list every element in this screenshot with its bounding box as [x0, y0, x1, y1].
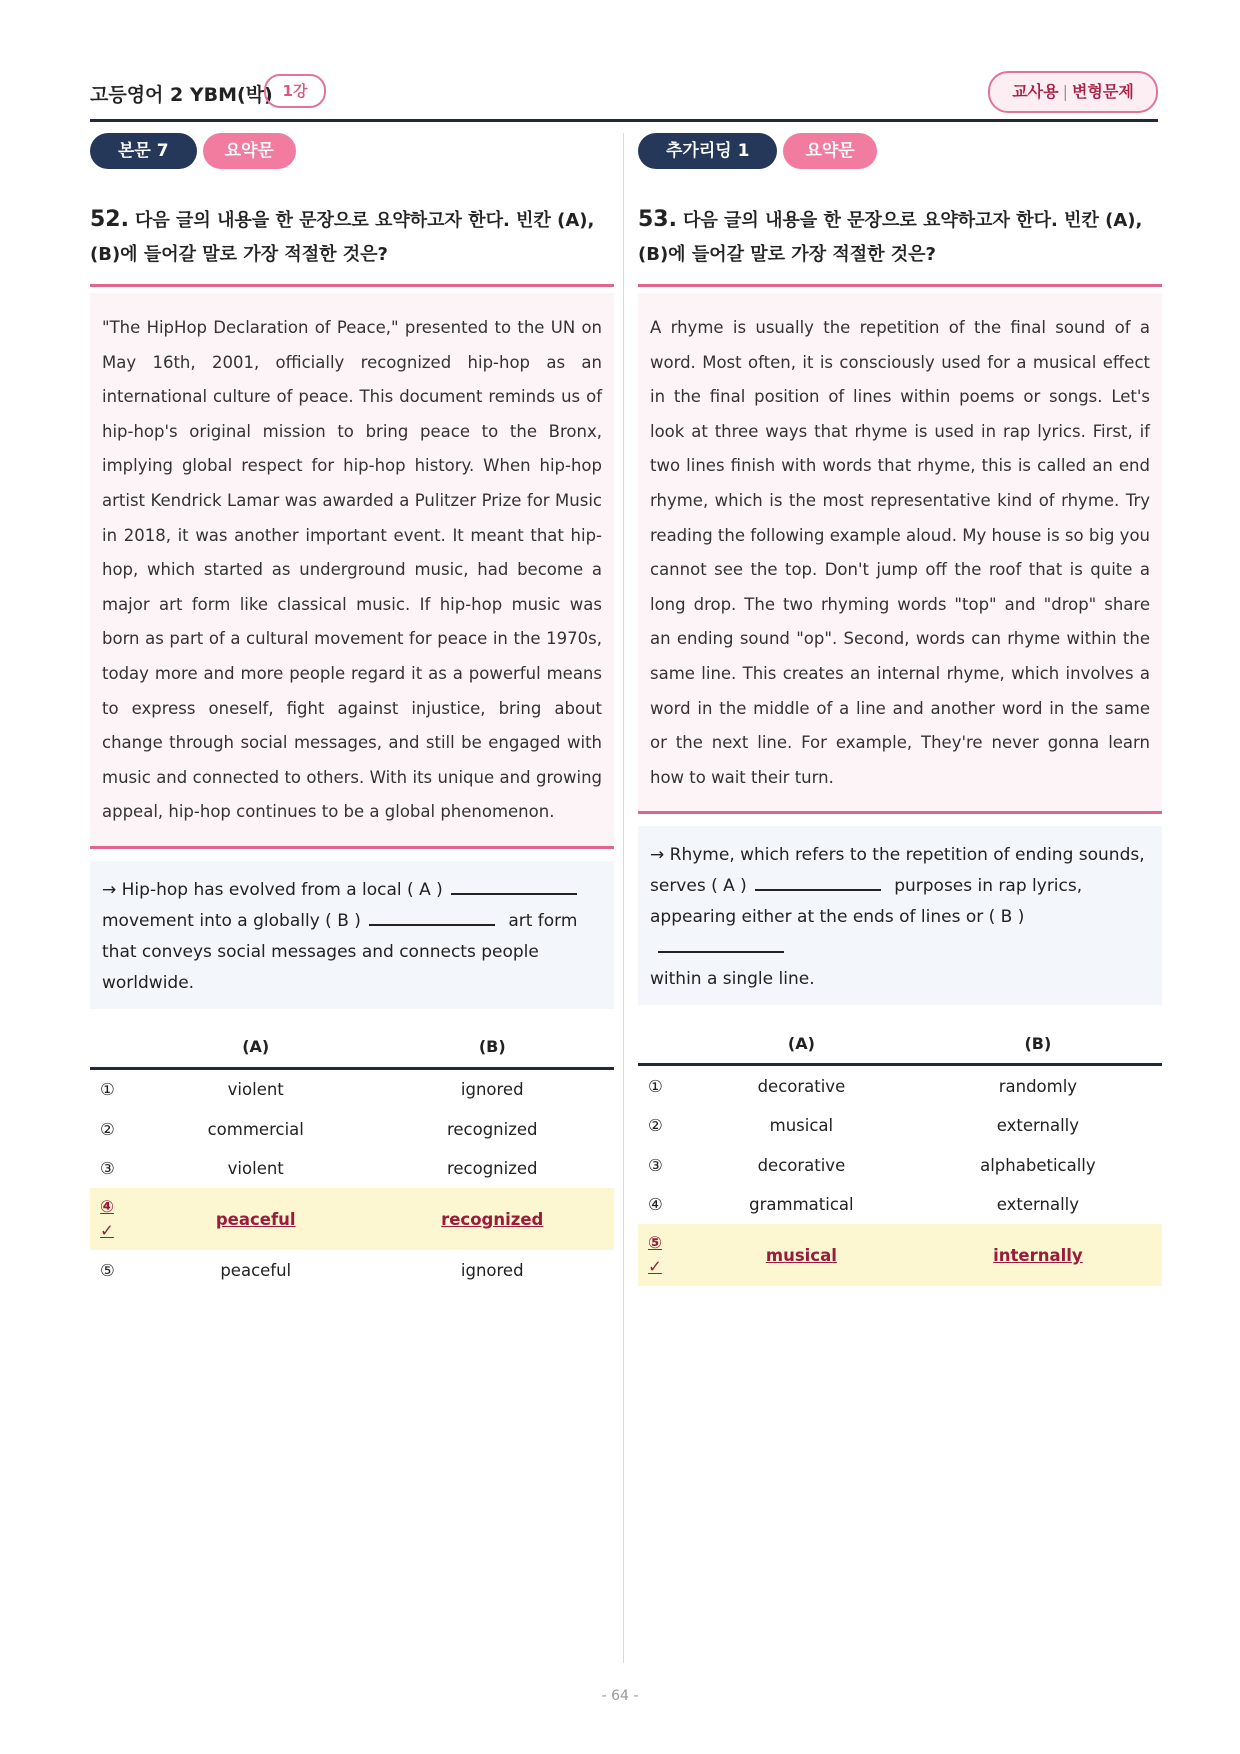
right-summary-part4: appearing either at the ends of lines or ( B ) [650, 907, 1025, 928]
right-choice-1[interactable] [638, 1065, 1162, 1106]
choice-number [638, 1224, 689, 1286]
left-choice-5[interactable] [90, 1250, 614, 1290]
left-choices-header [90, 1027, 614, 1069]
choice-number: ① [100, 1080, 115, 1100]
choice-a: commercial [207, 1119, 304, 1139]
left-col-num [90, 1027, 141, 1069]
choice-b: externally [996, 1116, 1080, 1136]
header-rule [90, 119, 1158, 122]
choice-a: violent [227, 1080, 284, 1100]
choice-number-text: ⑤ [648, 1233, 662, 1253]
left-passage: "The HipHop Declaration of Peace," presented to the UN on May 16th, 2001, officially recognized hip-hop as an international culture of peace. This document reminds us of hip-hop's original mission to bring peace to the Bronx, implying global respect for hip-hop history. When hip-hop artist Kendrick Lamar was awarded a Pulitzer Prize for Music in 2018, it was another important event. It meant that hip-hop, which started as underground music, had become a major art form like classical music. If hip-hop music was born as part of a cultural movement for peace in the 1970s, today more and more people regard it as a powerful means to express oneself, fight against injustice, bring about change through social messages, and still be engaged with music and connected to others. With its unique and growing appeal, hip-hop continues to be a global phenomenon. [90, 293, 614, 849]
left-section-tag: 본문 7 [90, 133, 197, 169]
right-question [638, 203, 1162, 272]
left-summary-part1: → Hip-hop has evolved from a local ( A ) [102, 879, 443, 900]
right-blank-b [658, 937, 784, 953]
left-col-a: (A) [141, 1027, 370, 1069]
choice-number: ③ [648, 1155, 663, 1175]
right-summary [638, 826, 1162, 1005]
choice-number: ⑤ [100, 1260, 115, 1280]
right-col-num [638, 1023, 689, 1065]
choice-b: recognized [446, 1159, 538, 1179]
choice-a: decorative [757, 1155, 846, 1175]
right-choice-2[interactable] [638, 1106, 1162, 1146]
right-section-tag: 추가리딩 1 [638, 133, 777, 169]
choice-number: ④ [648, 1195, 663, 1215]
choice-number: ③ [100, 1159, 115, 1179]
left-summary-part2: movement into a globally ( B ) [102, 910, 361, 931]
type-label: 변형문제 [1071, 82, 1134, 101]
right-blank-a [755, 875, 881, 891]
choice-b: ignored [460, 1080, 524, 1100]
right-column [638, 133, 1162, 1286]
choice-a: peaceful [220, 1260, 292, 1280]
left-choice-3[interactable] [90, 1149, 614, 1189]
left-question-number: 52. [90, 207, 129, 232]
right-summary-part2: serves ( A ) [650, 876, 747, 897]
choice-number: ② [100, 1119, 115, 1139]
right-passage: A rhyme is usually the repetition of the final sound of a word. Most often, it is consciously used for a musical effect in the final position of lines within poems or songs. Let's look at three ways that rhyme is used in rap lyrics. First, if two lines finish with words that rhyme, this is called an end rhyme, which is the most representative kind of rhyme. Try reading the following example aloud. My house is so big you cannot see the top. Don't jump off the roof that is quite a long drop. The two rhyming words "top" and "drop" share an ending sound "op". Second, words can rhyme within the same line. This creates an internal rhyme, which involves a word in the middle of a line and another word in the same or the next line. For example, They're never gonna learn how to wait their turn. [638, 293, 1162, 814]
choice-a: peaceful [141, 1188, 370, 1250]
page-header [90, 74, 1158, 120]
left-question-text: 다음 글의 내용을 한 문장으로 요약하고자 한다. 빈칸 (A), (B)에 들어갈 말로 가장 적절한 것은? [90, 210, 595, 265]
left-choice-1[interactable] [90, 1068, 614, 1109]
teacher-badge [988, 71, 1158, 113]
badge-separator: | [1062, 82, 1068, 101]
lesson-badge: 1강 [264, 74, 326, 108]
left-blank-b [369, 910, 495, 926]
right-passage-top-rule [638, 284, 1162, 287]
check-icon: ✓ [648, 1257, 662, 1277]
left-summary-part3: art form [508, 910, 578, 931]
choice-b: alphabetically [980, 1155, 1096, 1175]
choice-b: internally [914, 1224, 1162, 1286]
choice-b: randomly [998, 1076, 1078, 1096]
left-choice-4-answer[interactable] [90, 1188, 614, 1250]
right-summary-part1: → Rhyme, which refers to the repetition of ending sounds, [650, 845, 1145, 866]
left-choices-table [90, 1027, 614, 1290]
choice-b: recognized [370, 1188, 614, 1250]
choice-a: musical [769, 1116, 834, 1136]
book-title: 고등영어 2 YBM(박) [90, 84, 273, 106]
right-choices-table [638, 1023, 1162, 1286]
choice-a: decorative [757, 1076, 846, 1096]
left-choice-2[interactable] [90, 1109, 614, 1149]
choice-b: externally [996, 1195, 1080, 1215]
right-question-number: 53. [638, 207, 677, 232]
right-col-a: (A) [689, 1023, 914, 1065]
left-summary [90, 861, 614, 1009]
left-passage-top-rule [90, 284, 614, 287]
choice-a: musical [689, 1224, 914, 1286]
check-icon: ✓ [100, 1221, 114, 1241]
right-choice-5-answer[interactable] [638, 1224, 1162, 1286]
right-choice-3[interactable] [638, 1145, 1162, 1185]
choice-a: violent [227, 1159, 284, 1179]
left-question [90, 203, 614, 272]
right-type-tag: 요약문 [783, 133, 876, 169]
page-number: - 64 - [601, 1688, 639, 1704]
choice-b: ignored [460, 1260, 524, 1280]
choice-number: ① [648, 1076, 663, 1096]
right-summary-part3: purposes in rap lyrics, [894, 876, 1083, 897]
left-summary-part4: that conveys social messages and connects people worldwide. [102, 941, 539, 993]
right-summary-part5: within a single line. [650, 969, 815, 990]
left-blank-a [451, 879, 577, 895]
left-column [90, 133, 614, 1290]
choice-number-text: ④ [100, 1197, 114, 1217]
right-choices-header [638, 1023, 1162, 1065]
choice-number: ② [648, 1116, 663, 1136]
left-col-b: (B) [370, 1027, 614, 1069]
right-question-text: 다음 글의 내용을 한 문장으로 요약하고자 한다. 빈칸 (A), (B)에 들어갈 말로 가장 적절한 것은? [638, 210, 1143, 265]
choice-a: grammatical [749, 1195, 854, 1215]
left-tag-row [90, 133, 614, 173]
column-divider [623, 133, 624, 1663]
choice-b: recognized [446, 1119, 538, 1139]
teacher-label: 교사용 [1012, 82, 1059, 101]
right-tag-row [638, 133, 1162, 173]
choice-number [90, 1188, 141, 1250]
right-col-b: (B) [914, 1023, 1162, 1065]
right-choice-4[interactable] [638, 1185, 1162, 1225]
left-type-tag: 요약문 [203, 133, 296, 169]
